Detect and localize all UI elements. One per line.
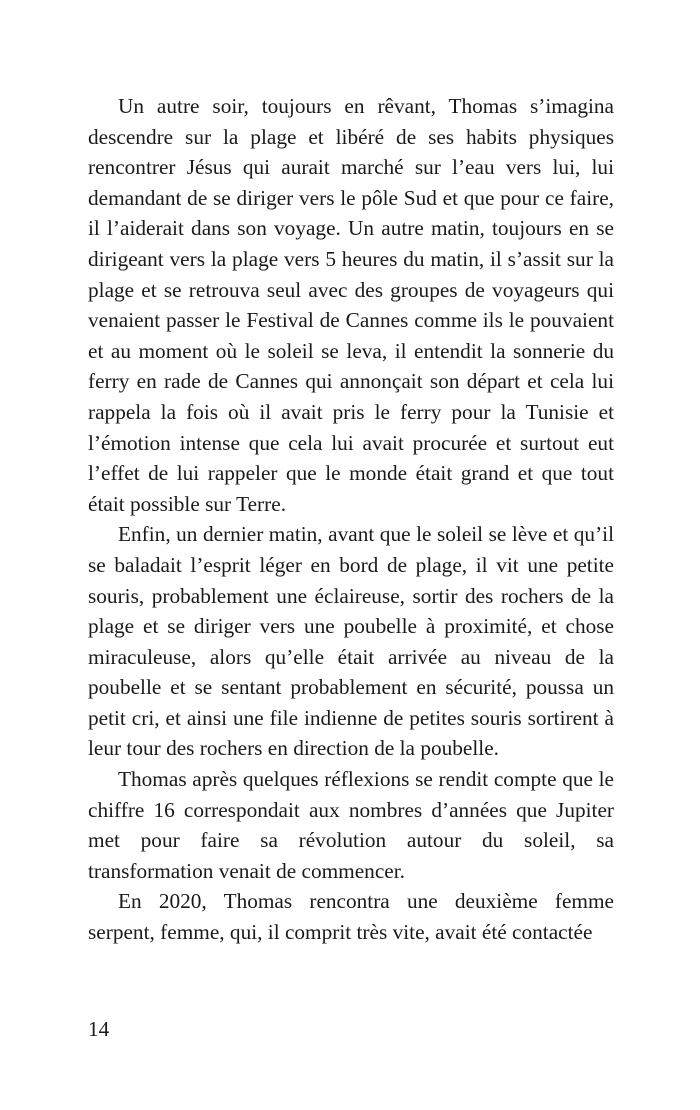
page-number: 14 [88, 1017, 110, 1041]
paragraph-1: Un autre soir, toujours en rêvant, Thomas s’imagina descendre sur la plage et libéré de ses habits physiques rencontrer Jésus qui aurait marché sur l’eau vers lui, lui demandant de se diriger vers le pôle Sud et que pour ce faire, il l’aiderait dans son voyage. Un autre matin, toujours en se dirigeant vers la plage vers 5 heures du matin, il s’assit sur la plage et se retrouva seul avec des groupes de voyageurs qui venaient passer le Festival de Cannes comme ils le pouvaient et au moment où le soleil se leva, il entendit la sonnerie du ferry en rade de Cannes qui annonçait son départ et cela lui rappela la fois où il avait pris le ferry pour la Tunisie et l’émotion intense que cela lui avait procurée et surtout eut l’effet de lui rappeler que le monde était grand et que tout était possible sur Terre. [88, 94, 614, 516]
paragraph-4: En 2020, Thomas rencontra une deuxième femme serpent, femme, qui, il comprit très vite, avait été contactée [88, 889, 614, 945]
paragraph-3: Thomas après quelques réflexions se rendit compte que le chiffre 16 correspondait aux nombres d’années que Jupiter met pour faire sa révolution autour du soleil, sa transformation venait de commencer. [88, 767, 614, 883]
paragraph-2: Enfin, un dernier matin, avant que le soleil se lève et qu’il se baladait l’esprit léger en bord de plage, il vit une petite souris, probablement une éclaireuse, sortir des rochers de la plage et se diriger vers une poubelle à proximité, et chose miraculeuse, alors qu’elle était arrivée au niveau de la poubelle et se sentant probablement en sécurité, poussa un petit cri, et ainsi une file indienne de petites souris sortirent à leur tour des rochers en direction de la poubelle. [88, 522, 614, 761]
body-text [88, 91, 614, 948]
